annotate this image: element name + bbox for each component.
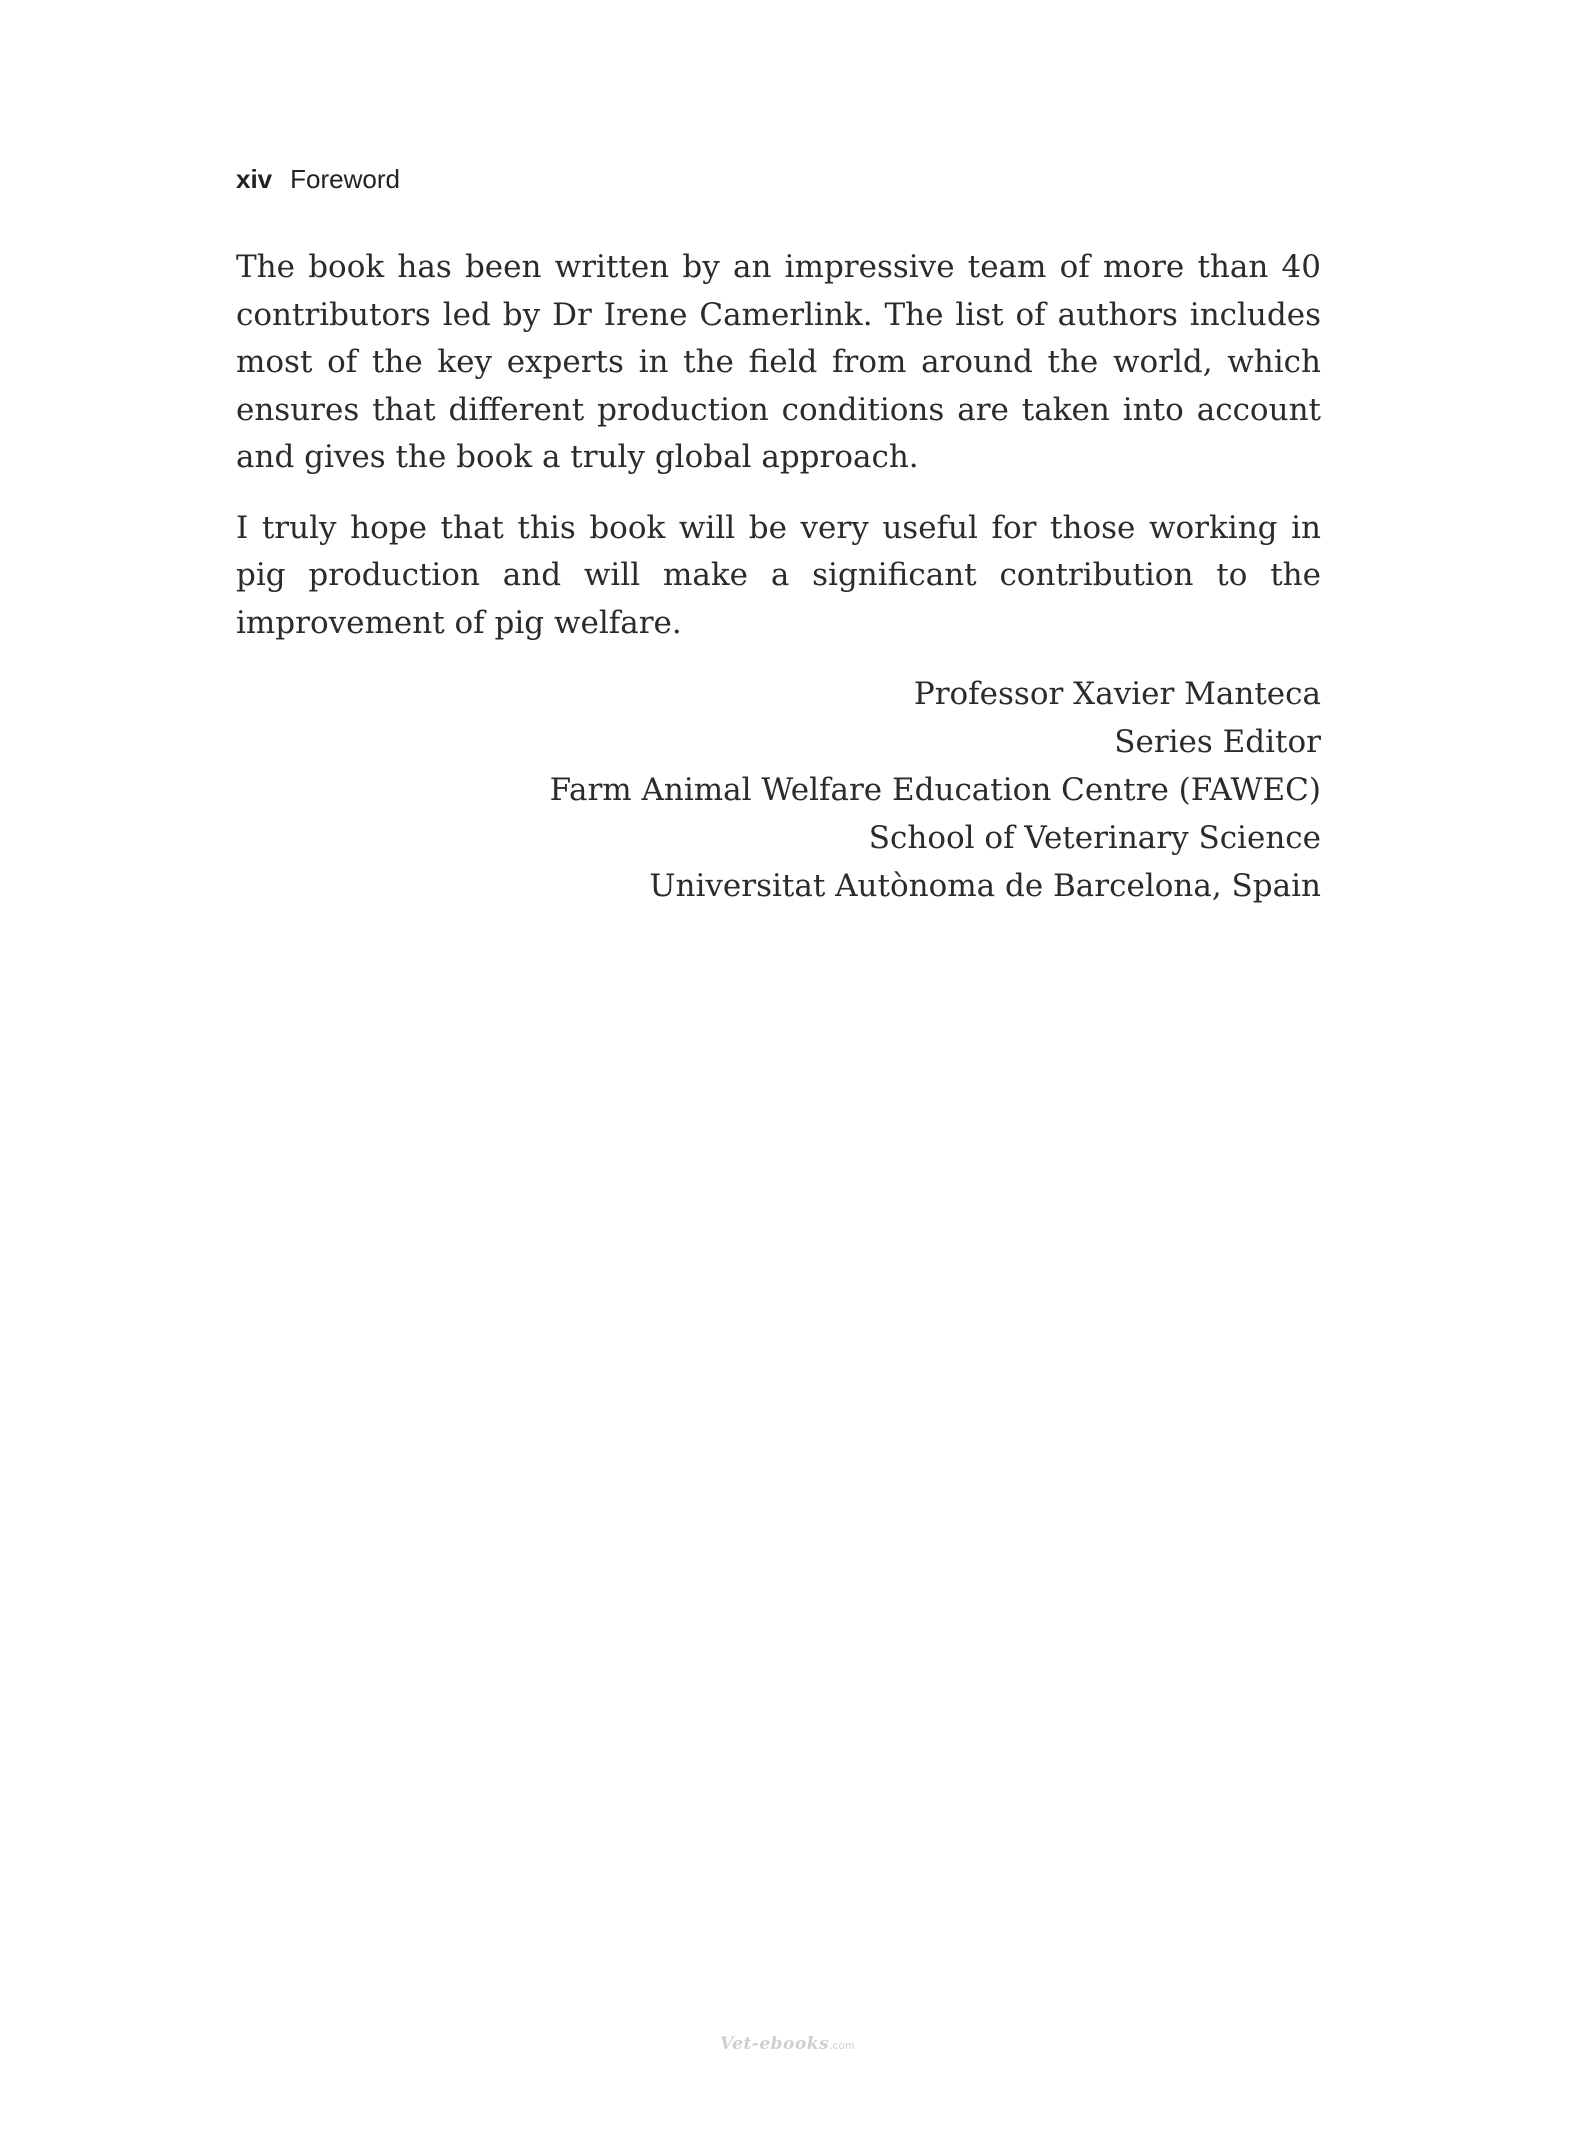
watermark-brand: Vet-ebooks	[720, 2034, 830, 2054]
signature-organization: Farm Animal Welfare Education Centre (FAWEC)	[549, 772, 1321, 808]
running-head	[236, 162, 400, 196]
signature-role: Series Editor	[1114, 724, 1321, 760]
watermark-domain: .com	[829, 2040, 855, 2052]
paragraph-closing: I truly hope that this book will be very useful for those working in pig production and will make a significant contribution to the improvement of pig welfare.	[236, 509, 1321, 641]
page-number: xiv	[236, 164, 273, 194]
section-title: Foreword	[290, 164, 400, 194]
signature-block	[236, 670, 1321, 910]
main-text	[236, 244, 1321, 910]
signature-university: Universitat Autònoma de Barcelona, Spain	[649, 868, 1321, 904]
watermark-logo	[720, 2034, 855, 2054]
signature-school: School of Veterinary Science	[868, 820, 1321, 856]
paragraph-contributors: The book has been written by an impressive team of more than 40 contributors led by Dr Irene Camerlink. The list of authors includes most of the key experts in the field from around the world, which ensures that different production conditions are taken into account and gives the book a truly global approach.	[236, 249, 1321, 475]
signature-name: Professor Xavier Manteca	[913, 676, 1321, 712]
